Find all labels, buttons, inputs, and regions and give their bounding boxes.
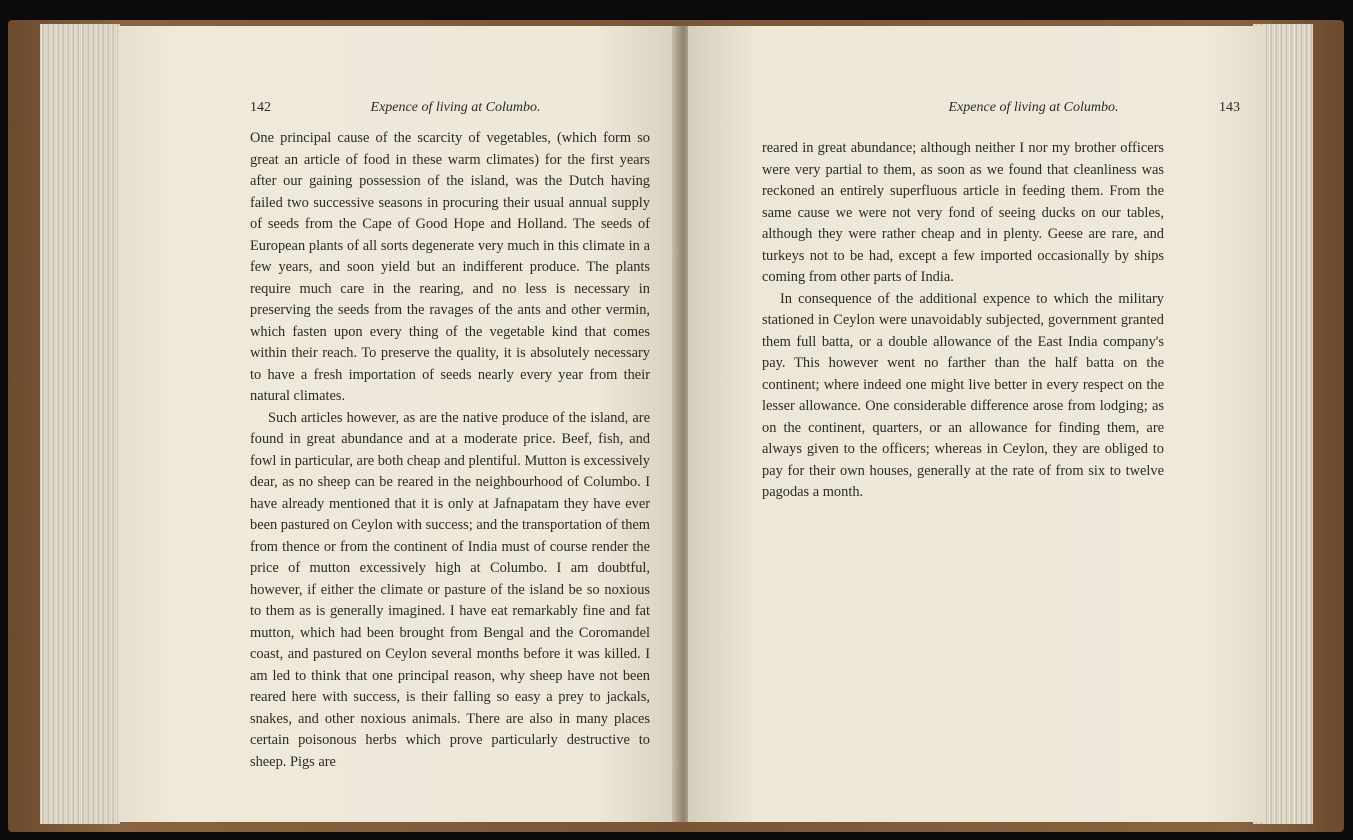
paragraph: reared in great abundance; although neither I nor my brother officers were very partial to them, as soon as we found that cleanliness was reckoned an entirely superfluous article in feeding them. From the same cause we were not very fond of seeing ducks on our tables, although they were rather cheap and in plenty. Geese are rare, and turkeys not to be had, except a few imported occasionally by ships coming from other parts of India. [762, 140, 1164, 285]
left-page-body [250, 128, 650, 773]
page-edges-left [40, 24, 120, 824]
left-page-header [250, 100, 640, 116]
left-page [118, 26, 678, 822]
page-number: 142 [250, 100, 271, 115]
right-page-header [848, 100, 1240, 116]
paragraph: One principal cause of the scarcity of vegetables, (which form so great an article of food in these warm climates) for the first years after our gaining possession of the island, was the Dutch having failed two successive seasons in procuring their usual annual supply of seeds from the Cape of Good Hope and Holland. The seeds of European plants of all sorts degenerate very much in this climate in a few years, and soon yield but an indifferent produce. The plants require much care in the rearing, and no less is necessary in preserving the seeds from the ravages of the ants and other vermin, which fasten upon every thing of the vegetable kind that comes within their reach. To preserve the quality, it is absolutely necessary to have a fresh importation of seeds nearly every year from their natural climates. [250, 130, 650, 404]
page-number: 143 [1218, 100, 1240, 115]
paragraph: In consequence of the additional expence to which the military stationed in Ceylon were unavoidably subjected, government granted them full batta, or a double allowance of the East India company's pay. This however went no farther than the half batta on the continent; where indeed one might live better in every respect on the lesser allowance. One considerable difference arose from lodging; as on the continent, quarters, or an allowance for finding them, are always given to the officers; whereas in Ceylon, they are obliged to pay for their own houses, generally at the rate of from six to twelve pagodas a month. [762, 290, 1164, 500]
running-head: Expence of living at Columbo. [370, 100, 541, 115]
paragraph: Such articles however, as are the native produce of the island, are found in great abundance and at a moderate price. Beef, fish, and fowl in particular, are both cheap and plentiful. Mutton is excessively dear, as no sheep can be reared in the neighbourhood of Columbo. I have already mentioned that it is only at Jafnapatam they have ever been pastured on Ceylon with success; and the transportation of them from thence or from the continent of India must of course render the price of mutton excessively high at Columbo. I am doubtful, however, if either the climate or pasture of the island be so noxious to them as is generally imagined. I have eat remarkably fine and fat mutton, which had been brought from Bengal and the Coromandel coast, and pastured on Ceylon several months before it was killed. I am led to think that one principal reason, why sheep have not been reared here with success, is their falling so easy a prey to jackals, snakes, and other noxious animals. There are also in many places certain poisonous herbs which prove particularly destructive to sheep. Pigs are [250, 409, 650, 770]
running-head: Expence of living at Columbo. [948, 100, 1119, 115]
right-page-body [762, 138, 1164, 504]
right-page [688, 26, 1266, 822]
